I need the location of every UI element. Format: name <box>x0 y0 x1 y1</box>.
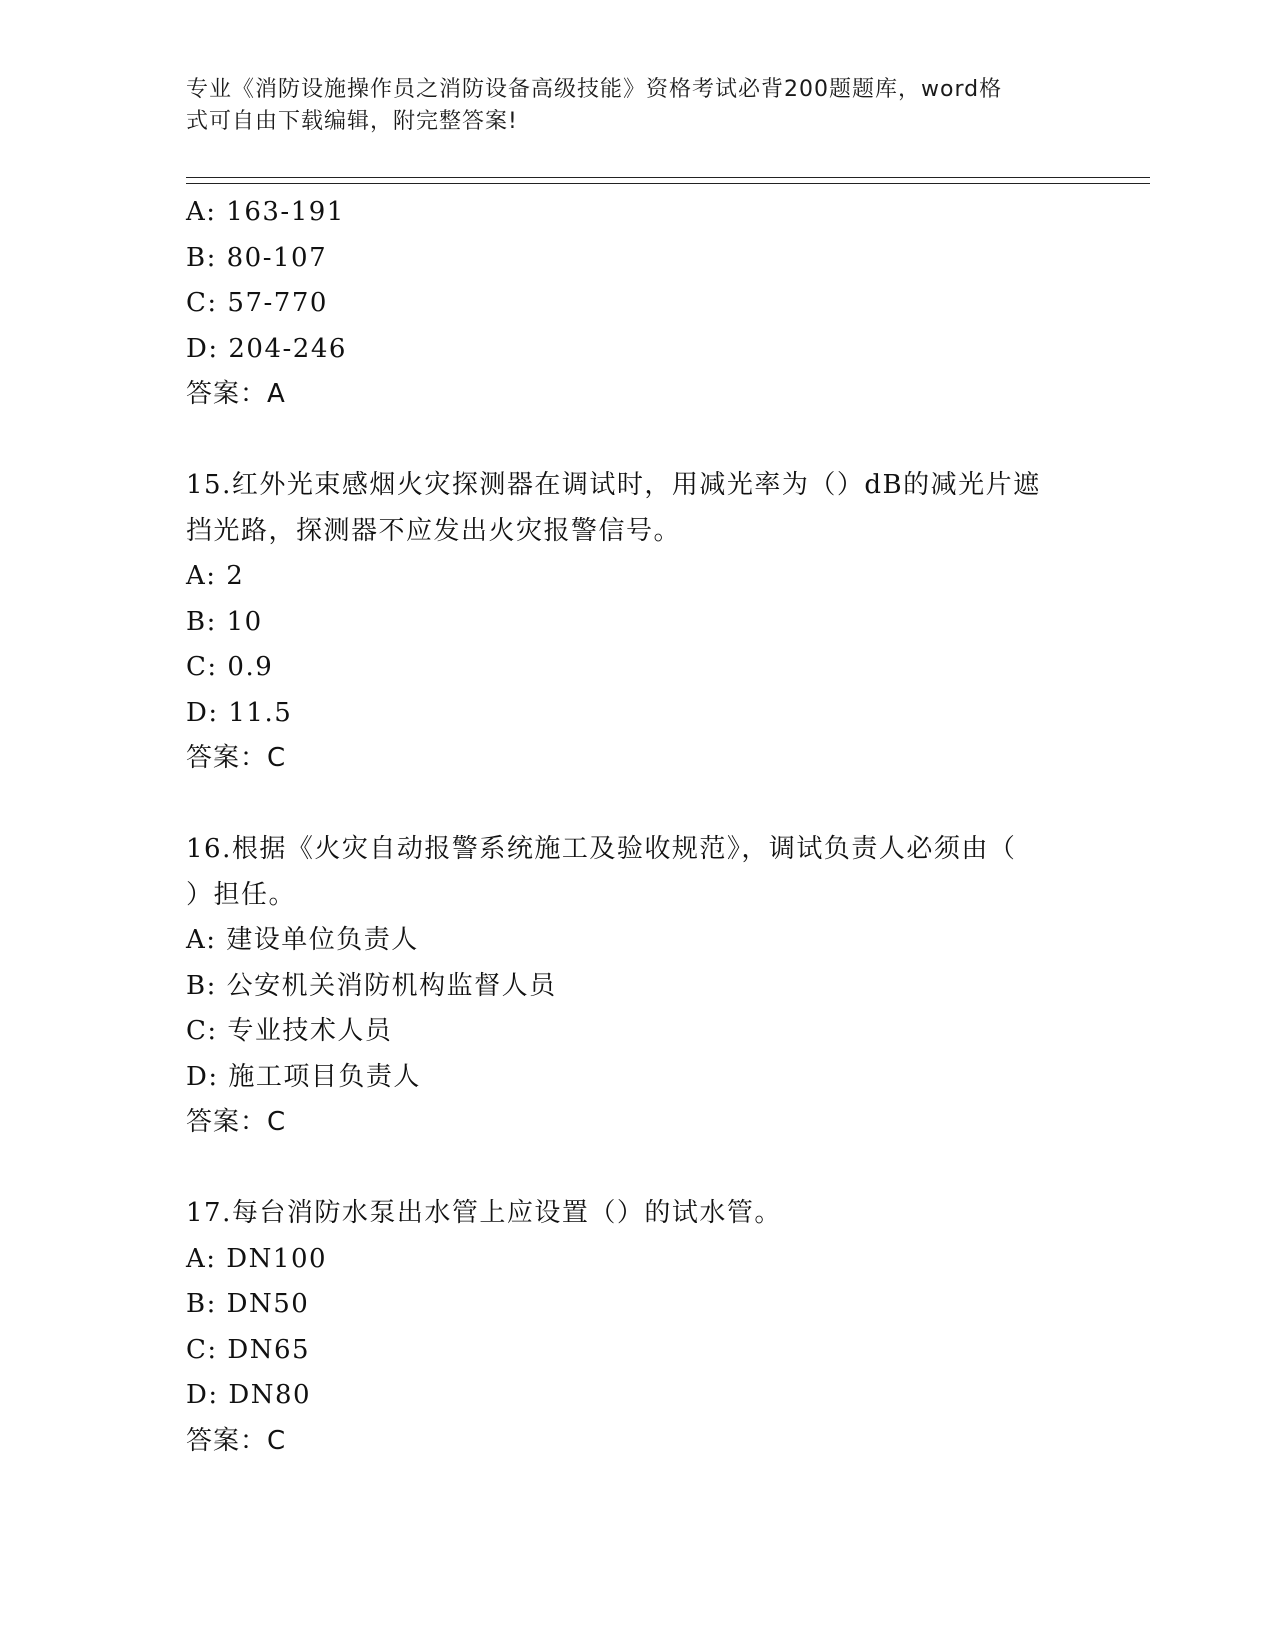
question-15 <box>186 463 1086 782</box>
header-divider-bottom <box>186 183 1150 184</box>
option-c: C: 57-770 <box>186 288 328 318</box>
header-line-2: 式可自由下载编辑，附完整答案! <box>186 109 518 134</box>
spacer <box>186 418 1086 464</box>
option-c: C: 0.9 <box>186 652 274 682</box>
question-stem-line-1: 16.根据《火灾自动报警系统施工及验收规范》，调试负责人必须由（ <box>186 834 1017 864</box>
header-divider-top <box>186 177 1150 178</box>
spacer <box>186 1146 1086 1192</box>
answer: 答案：C <box>186 743 287 773</box>
question-17 <box>186 1191 1086 1464</box>
option-d: D: 204-246 <box>186 333 347 364</box>
option-b: B: 80-107 <box>186 242 328 273</box>
question-stem-line-2: ）担任。 <box>186 879 297 910</box>
question-14 <box>186 190 1086 418</box>
question-16 <box>186 827 1086 1146</box>
answer: 答案：C <box>186 1107 287 1137</box>
option-a: A: 建设单位负责人 <box>186 925 419 955</box>
spacer <box>186 782 1086 828</box>
option-b: B: DN50 <box>186 1289 310 1319</box>
option-c: C: DN65 <box>186 1334 311 1365</box>
option-a: A: 163-191 <box>186 197 345 227</box>
question-stem-line-1: 17.每台消防水泵出水管上应设置（）的试水管。 <box>186 1198 782 1228</box>
option-b: B: 10 <box>186 606 263 637</box>
question-stem-line-2: 挡光路，探测器不应发出火灾报警信号。 <box>186 515 682 546</box>
header-line-1: 专业《消防设施操作员之消防设备高级技能》资格考试必背200题题库，word格 <box>186 77 1003 102</box>
answer: 答案：A <box>186 379 286 409</box>
question-list <box>186 190 1086 1464</box>
option-d: D: 11.5 <box>186 697 293 728</box>
option-a: A: 2 <box>186 561 245 591</box>
option-d: D: DN80 <box>186 1380 312 1410</box>
option-c: C: 专业技术人员 <box>186 1016 393 1046</box>
answer: 答案：C <box>186 1425 287 1456</box>
document-header <box>186 74 1086 138</box>
option-d: D: 施工项目负责人 <box>186 1061 421 1092</box>
question-stem-line-1: 15.红外光束感烟火灾探测器在调试时，用减光率为（）dB的减光片遮 <box>186 470 1041 500</box>
option-b: B: 公安机关消防机构监督人员 <box>186 970 557 1001</box>
option-a: A: DN100 <box>186 1243 328 1274</box>
